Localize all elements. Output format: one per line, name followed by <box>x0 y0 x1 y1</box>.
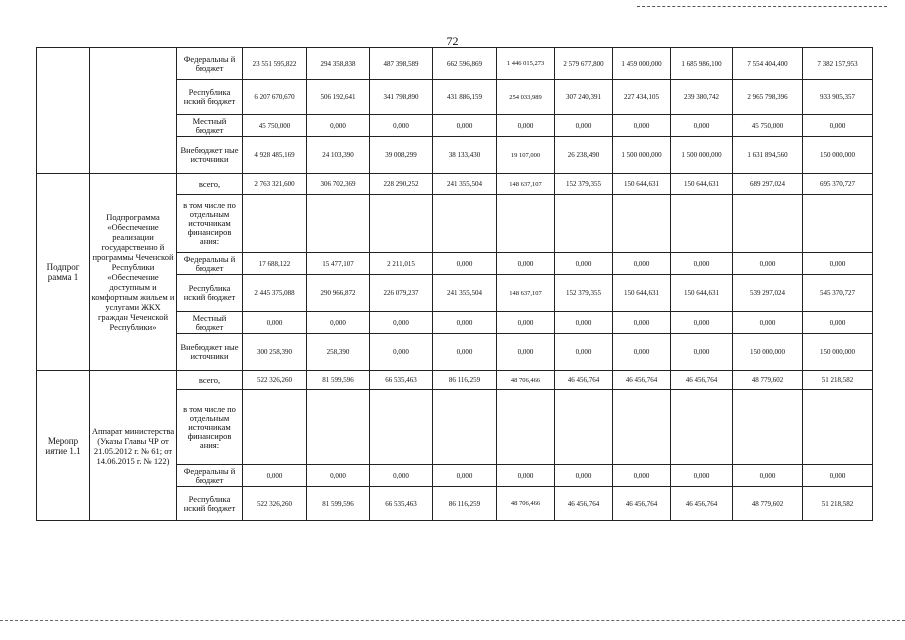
value-cell: 0,000 <box>433 334 497 371</box>
funding-source-cell: Внебюджет ные источники <box>177 334 243 371</box>
value-cell: 86 116,259 <box>433 371 497 390</box>
value-cell: 0,000 <box>370 334 433 371</box>
value-cell: 522 326,260 <box>243 487 307 521</box>
value-cell: 539 297,024 <box>733 275 803 312</box>
value-cell <box>803 390 873 465</box>
value-cell: 1 500 000,000 <box>613 137 671 174</box>
value-cell: 46 456,764 <box>613 371 671 390</box>
value-cell: 695 370,727 <box>803 174 873 195</box>
value-cell: 0,000 <box>671 334 733 371</box>
subprogram-name: Подпрограмма «Обеспечение реализации государственно й программы Чеченской Республики «Обеспечение доступным и комфортным жильем и услугами ЖКХ граждан Чеченской Республики» <box>90 174 177 371</box>
value-cell: 0,000 <box>803 253 873 275</box>
value-cell: 26 238,490 <box>555 137 613 174</box>
value-cell: 0,000 <box>555 115 613 137</box>
value-cell: 0,000 <box>555 465 613 487</box>
value-cell: 0,000 <box>497 253 555 275</box>
value-cell: 23 551 595,822 <box>243 48 307 80</box>
value-cell: 0,000 <box>497 115 555 137</box>
value-cell: 0,000 <box>433 115 497 137</box>
value-cell <box>243 195 307 253</box>
value-cell: 0,000 <box>555 253 613 275</box>
value-cell: 0,000 <box>497 465 555 487</box>
value-cell: 48 706,466 <box>497 371 555 390</box>
value-cell <box>671 390 733 465</box>
value-cell: 0,000 <box>671 115 733 137</box>
value-cell: 431 886,159 <box>433 80 497 115</box>
value-cell: 0,000 <box>497 334 555 371</box>
value-cell: 48 779,602 <box>733 371 803 390</box>
value-cell: 0,000 <box>671 312 733 334</box>
value-cell: 46 456,764 <box>671 487 733 521</box>
value-cell: 0,000 <box>307 115 370 137</box>
value-cell: 300 258,390 <box>243 334 307 371</box>
value-cell: 0,000 <box>613 312 671 334</box>
value-cell: 662 596,869 <box>433 48 497 80</box>
table-row <box>37 48 873 80</box>
value-cell: 241 355,504 <box>433 174 497 195</box>
value-cell: 2 965 798,396 <box>733 80 803 115</box>
value-cell: 81 599,596 <box>307 371 370 390</box>
value-cell <box>433 390 497 465</box>
value-cell: 1 459 000,000 <box>613 48 671 80</box>
scan-artifact-bottom <box>0 620 905 621</box>
funding-source-cell: Республика нский бюджет <box>177 80 243 115</box>
continuation-name-cell <box>90 48 177 174</box>
value-cell: 226 079,237 <box>370 275 433 312</box>
value-cell: 0,000 <box>555 334 613 371</box>
value-cell: 0,000 <box>733 465 803 487</box>
value-cell: 150 000,000 <box>733 334 803 371</box>
value-cell <box>243 390 307 465</box>
value-cell <box>370 195 433 253</box>
value-cell: 0,000 <box>671 465 733 487</box>
value-cell: 150 644,631 <box>671 275 733 312</box>
value-cell <box>671 195 733 253</box>
value-cell: 0,000 <box>613 465 671 487</box>
value-cell <box>497 390 555 465</box>
value-cell: 0,000 <box>613 334 671 371</box>
funding-source-cell: Республика нский бюджет <box>177 487 243 521</box>
value-cell: 290 966,872 <box>307 275 370 312</box>
funding-source-cell: всего, <box>177 371 243 390</box>
funding-source-cell: Республика нский бюджет <box>177 275 243 312</box>
value-cell: 0,000 <box>555 312 613 334</box>
value-cell: 307 240,391 <box>555 80 613 115</box>
value-cell: 81 599,596 <box>307 487 370 521</box>
value-cell: 228 290,252 <box>370 174 433 195</box>
value-cell: 506 192,641 <box>307 80 370 115</box>
value-cell: 0,000 <box>433 253 497 275</box>
value-cell <box>555 390 613 465</box>
value-cell: 38 133,430 <box>433 137 497 174</box>
value-cell: 1 500 000,000 <box>671 137 733 174</box>
funding-source-cell: Федеральны й бюджет <box>177 48 243 80</box>
value-cell <box>733 195 803 253</box>
value-cell: 258,390 <box>307 334 370 371</box>
value-cell: 227 434,105 <box>613 80 671 115</box>
value-cell: 152 379,355 <box>555 275 613 312</box>
value-cell: 522 326,260 <box>243 371 307 390</box>
measure-name: Аппарат министерства (Указы Главы ЧР от 21.05.2012 г. № 61; от 14.06.2015 г. № 122) <box>90 371 177 521</box>
value-cell: 0,000 <box>671 253 733 275</box>
value-cell: 150 644,631 <box>613 275 671 312</box>
measure-label: Меропр иятие 1.1 <box>37 371 90 521</box>
value-cell: 306 702,369 <box>307 174 370 195</box>
value-cell: 341 798,890 <box>370 80 433 115</box>
value-cell: 148 637,107 <box>497 174 555 195</box>
value-cell <box>433 195 497 253</box>
value-cell: 51 218,582 <box>803 487 873 521</box>
value-cell: 0,000 <box>433 312 497 334</box>
value-cell: 241 355,504 <box>433 275 497 312</box>
budget-table <box>36 47 873 521</box>
value-cell: 15 477,107 <box>307 253 370 275</box>
subprogram-label: Подпрог рамма 1 <box>37 174 90 371</box>
funding-source-cell: Местный бюджет <box>177 312 243 334</box>
value-cell <box>613 390 671 465</box>
value-cell: 2 211,015 <box>370 253 433 275</box>
value-cell: 0,000 <box>370 115 433 137</box>
value-cell: 66 535,463 <box>370 371 433 390</box>
value-cell: 46 456,764 <box>555 371 613 390</box>
funding-source-cell: Федеральны й бюджет <box>177 465 243 487</box>
value-cell: 0,000 <box>803 312 873 334</box>
value-cell: 45 750,000 <box>733 115 803 137</box>
value-cell: 86 116,259 <box>433 487 497 521</box>
value-cell: 294 358,838 <box>307 48 370 80</box>
value-cell: 150 000,000 <box>803 137 873 174</box>
funding-source-cell: Местный бюджет <box>177 115 243 137</box>
value-cell <box>555 195 613 253</box>
value-cell: 0,000 <box>370 465 433 487</box>
value-cell: 66 535,463 <box>370 487 433 521</box>
value-cell <box>497 195 555 253</box>
value-cell: 152 379,355 <box>555 174 613 195</box>
scan-artifact-top <box>637 6 887 7</box>
value-cell: 689 297,024 <box>733 174 803 195</box>
value-cell: 0,000 <box>803 115 873 137</box>
value-cell: 51 218,582 <box>803 371 873 390</box>
value-cell: 2 445 375,088 <box>243 275 307 312</box>
value-cell: 7 382 157,953 <box>803 48 873 80</box>
value-cell <box>733 390 803 465</box>
value-cell <box>803 195 873 253</box>
value-cell: 0,000 <box>497 312 555 334</box>
value-cell: 0,000 <box>433 465 497 487</box>
value-cell: 46 456,764 <box>555 487 613 521</box>
value-cell: 46 456,764 <box>671 371 733 390</box>
funding-source-cell: Федеральны й бюджет <box>177 253 243 275</box>
value-cell: 0,000 <box>370 312 433 334</box>
value-cell: 933 905,357 <box>803 80 873 115</box>
value-cell: 254 033,989 <box>497 80 555 115</box>
value-cell: 48 779,602 <box>733 487 803 521</box>
page-number: 72 <box>446 34 459 48</box>
value-cell: 1 685 986,100 <box>671 48 733 80</box>
value-cell <box>307 390 370 465</box>
funding-source-cell: в том числе по отдельным источникам финансиров ания: <box>177 195 243 253</box>
value-cell: 24 103,390 <box>307 137 370 174</box>
value-cell: 2 763 321,600 <box>243 174 307 195</box>
value-cell: 2 579 677,800 <box>555 48 613 80</box>
value-cell: 150 644,631 <box>671 174 733 195</box>
value-cell: 487 398,589 <box>370 48 433 80</box>
table-row <box>37 174 873 195</box>
value-cell: 19 107,000 <box>497 137 555 174</box>
value-cell: 150 000,000 <box>803 334 873 371</box>
value-cell: 545 370,727 <box>803 275 873 312</box>
value-cell: 0,000 <box>613 115 671 137</box>
continuation-label-cell <box>37 48 90 174</box>
value-cell: 239 380,742 <box>671 80 733 115</box>
value-cell: 0,000 <box>307 312 370 334</box>
value-cell: 148 637,107 <box>497 275 555 312</box>
value-cell <box>307 195 370 253</box>
value-cell: 45 750,000 <box>243 115 307 137</box>
value-cell <box>613 195 671 253</box>
value-cell: 4 928 485,169 <box>243 137 307 174</box>
value-cell: 150 644,631 <box>613 174 671 195</box>
value-cell: 0,000 <box>733 253 803 275</box>
value-cell: 0,000 <box>243 312 307 334</box>
value-cell: 6 207 670,670 <box>243 80 307 115</box>
value-cell: 39 008,299 <box>370 137 433 174</box>
value-cell: 48 706,466 <box>497 487 555 521</box>
value-cell: 46 456,764 <box>613 487 671 521</box>
value-cell: 0,000 <box>243 465 307 487</box>
value-cell: 1 631 894,560 <box>733 137 803 174</box>
value-cell: 0,000 <box>803 465 873 487</box>
table-row <box>37 371 873 390</box>
value-cell: 0,000 <box>733 312 803 334</box>
value-cell: 7 554 404,400 <box>733 48 803 80</box>
value-cell: 1 446 015,273 <box>497 48 555 80</box>
value-cell: 0,000 <box>307 465 370 487</box>
value-cell <box>370 390 433 465</box>
value-cell: 17 688,122 <box>243 253 307 275</box>
funding-source-cell: Внебюджет ные источники <box>177 137 243 174</box>
funding-source-cell: в том числе по отдельным источникам финансиров ания: <box>177 390 243 465</box>
funding-source-cell: всего, <box>177 174 243 195</box>
value-cell: 0,000 <box>613 253 671 275</box>
